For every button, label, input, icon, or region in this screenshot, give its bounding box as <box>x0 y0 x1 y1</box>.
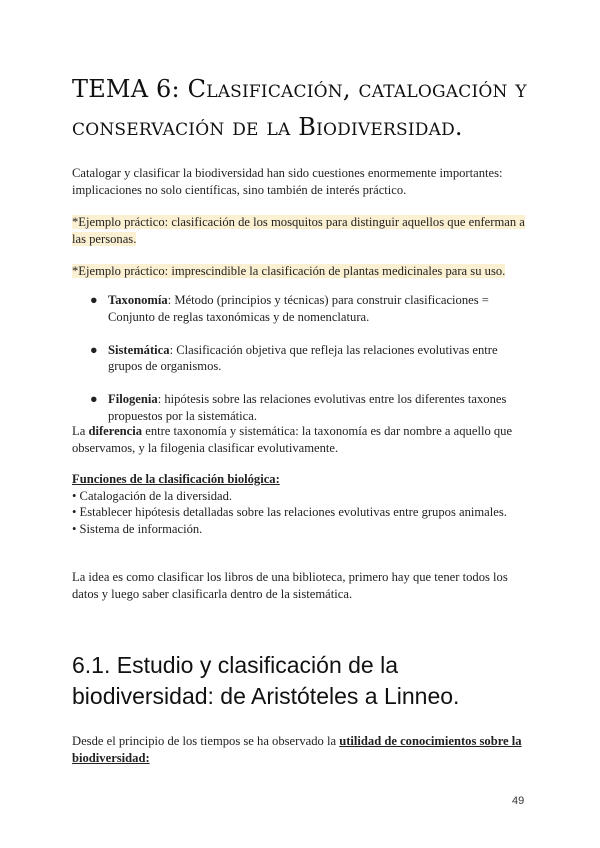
difference-prefix: La <box>72 424 89 438</box>
functions-item: • Establecer hipótesis detalladas sobre las relaciones evolutivas entre grupos animales. <box>72 505 507 519</box>
definition-term: Sistemática <box>108 342 170 357</box>
example-highlight-2: *Ejemplo práctico: imprescindible la clasificación de plantas medicinales para su uso. <box>72 264 506 278</box>
example-paragraph-1 <box>72 214 532 247</box>
functions-item: • Catalogación de la diversidad. <box>72 488 233 503</box>
definitions-list <box>72 292 532 424</box>
section-paragraph-emphasis: utilidad de conocimientos sobre la biodiversidad: <box>72 734 522 765</box>
intro-paragraph: Catalogar y clasificar la biodiversidad han sido cuestiones enormemente importantes: implicaciones no solo científicas, sino también de interés práctico. <box>72 166 503 197</box>
functions-section <box>72 471 532 537</box>
section-paragraph-text: Desde el principio de los tiempos se ha observado la <box>72 734 340 748</box>
section-paragraph <box>72 733 532 766</box>
definition-text: Método (principios y técnicas) para construir clasificaciones = Conjunto de reglas taxonómicas y de nomenclatura. <box>108 293 489 324</box>
definition-text: hipótesis sobre las relaciones evolutivas entre los diferentes taxones propuestos por la sistemática. <box>108 392 507 423</box>
definition-term: Filogenia <box>108 392 158 406</box>
analogy-paragraph: La idea es como clasificar los libros de una biblioteca, primero hay que tener todos los datos y luego saber clasificarla dentro de la sistemática. <box>72 570 508 601</box>
definition-item-taxonomia <box>72 292 532 325</box>
bullet-icon: ● <box>90 392 98 406</box>
difference-emphasis: diferencia <box>88 424 143 438</box>
functions-item: • Sistema de información. <box>72 521 203 536</box>
definition-text: Clasificación objetiva que refleja las relaciones evolutivas entre grupos de organismos. <box>108 342 498 373</box>
example-paragraph-2 <box>72 263 532 280</box>
definition-separator: : <box>169 342 177 357</box>
difference-text: entre taxonomía y sistemática: la taxonomía es dar nombre a aquello que observamos, y la filogenia clasificar evolutivamente. <box>72 424 513 455</box>
bullet-icon: ● <box>90 293 98 307</box>
example-highlight-1: *Ejemplo práctico: clasificación de los mosquitos para distinguir aquellos que enferman a las personas. <box>72 215 525 246</box>
definition-separator: : <box>157 392 165 406</box>
section-heading: 6.1. Estudio y clasificación de la biodiversidad: de Aristóteles a Linneo. <box>72 652 460 709</box>
definition-separator: : <box>167 293 175 307</box>
difference-paragraph <box>72 423 532 456</box>
functions-heading: Funciones de la clasificación biológica: <box>72 472 280 486</box>
page-number: 49 <box>512 795 525 807</box>
definition-item-filogenia <box>72 391 532 424</box>
bullet-icon: ● <box>90 342 98 357</box>
definition-item-sistematica <box>72 342 532 375</box>
chapter-title: TEMA 6: Clasificación, catalogación y conservación de la Biodiversidad. <box>72 75 527 141</box>
definition-term: Taxonomía <box>108 293 168 307</box>
